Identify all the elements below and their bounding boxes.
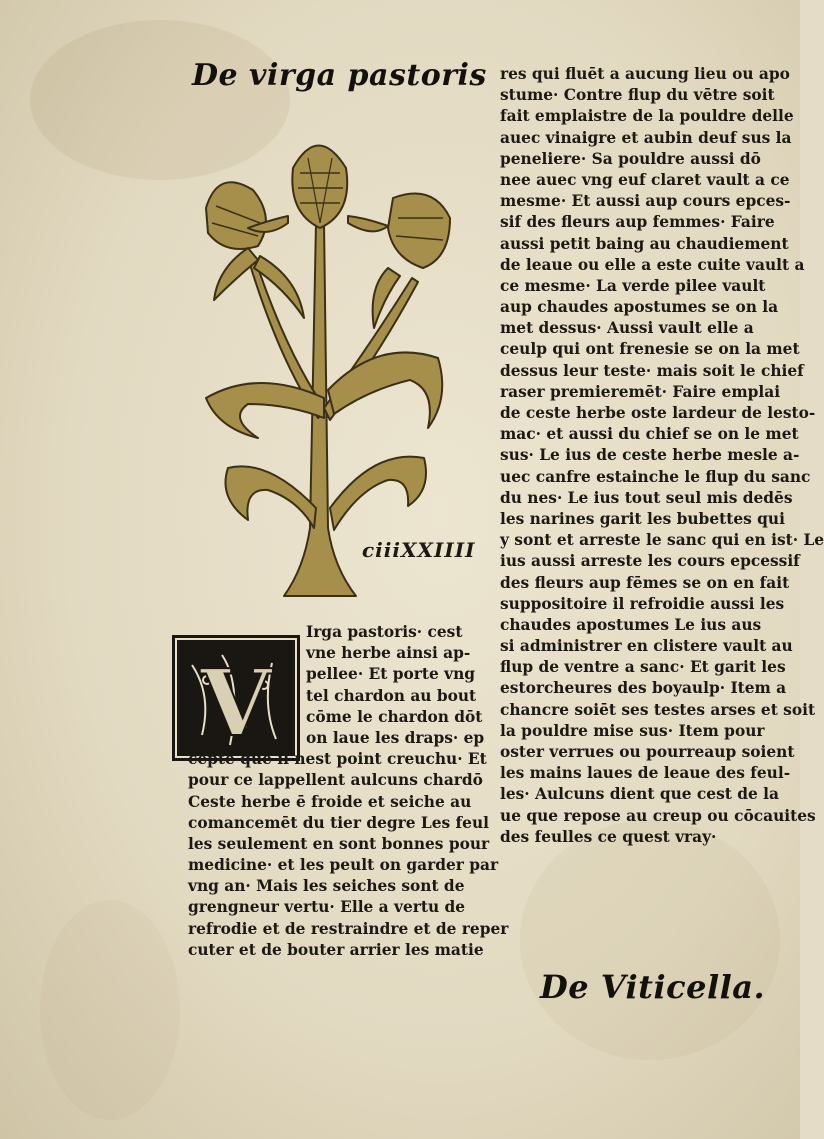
text-line: medicine· et les peult on garder par: [188, 856, 499, 875]
text-line: ius aussi arreste les cours epcessif: [500, 552, 800, 571]
text-line: si administrer en clistere vault au: [500, 637, 793, 656]
text-line: refrodie et de restraindre et de reper: [188, 919, 509, 938]
text-line: fait emplaistre de la pouldre delle: [500, 107, 794, 126]
text-line: pour ce lappellent aulcuns chardō: [188, 771, 483, 790]
text-line: on laue les draps· ep: [306, 728, 485, 747]
svg-text:V: V: [200, 649, 272, 757]
text-line: vng an· Mais les seiches sont de: [188, 877, 465, 896]
text-line: cuter et de bouter arrier les matie: [188, 940, 484, 959]
text-line: ce mesme· La verde pilee vault: [500, 276, 766, 295]
text-line: oster verrues ou pourreaup soient: [500, 743, 795, 761]
text-line: les· Aulcuns dient que cest de la: [500, 785, 779, 804]
text-line: met dessus· Aussi vault elle a: [500, 319, 754, 338]
plant-leaf: [206, 383, 324, 438]
text-line: flup de ventre a sanc· Et garit les: [500, 658, 786, 677]
text-line: comancemēt du tier degre Les feul: [188, 813, 489, 832]
right-text-column: [500, 64, 824, 848]
text-line: ceulp qui ont frenesie se on la met: [500, 340, 800, 359]
text-line: chaudes apostumes Le ius aus: [500, 615, 762, 634]
teasel-plant-illustration: [188, 128, 470, 598]
text-line: Ceste herbe ē froide et seiche au: [188, 792, 472, 811]
text-line: vne herbe ainsi ap-: [306, 644, 471, 663]
text-line: Irga pastoris· cest: [306, 623, 463, 641]
paper-stain: [520, 820, 780, 1060]
text-line: ue que repose au creup ou cōcauites: [500, 806, 816, 825]
text-line: des fleurs aup fēmes se on en fait: [500, 573, 790, 592]
plant-leaf: [328, 352, 442, 428]
text-line: aup chaudes apostumes se on la: [500, 298, 779, 317]
text-line: res qui fluēt a aucung lieu ou apo: [500, 65, 790, 83]
text-line: cōme le chardon dōt: [306, 707, 483, 726]
text-line: du nes· Le ius tout seul mis dedēs: [500, 488, 793, 507]
text-line: tel chardon au bout: [306, 686, 477, 705]
text-line: auec vinaigre et aubin deuf sus la: [500, 128, 792, 147]
text-line: des feulles ce quest vray·: [500, 827, 717, 846]
text-line: pellee· Et porte vng: [306, 665, 476, 684]
text-line: y sont et arreste le sanc qui en ist· Le: [500, 531, 824, 550]
left-text-column: [188, 622, 509, 961]
flower-head: [388, 194, 450, 269]
text-line: estorcheures des boyaulp· Item a: [500, 679, 787, 698]
text-line: chancre soiēt ses testes arses et soit: [500, 700, 816, 719]
text-line: stume· Contre flup du vētre soit: [500, 86, 775, 105]
section-heading: De virga pastoris: [192, 58, 487, 93]
text-line: suppositoire il refroidie aussi les: [500, 594, 785, 613]
text-line: mac· et aussi du chief se on le met: [500, 425, 799, 444]
text-line: sus· Le ius de ceste herbe mesle a-: [500, 446, 800, 465]
text-line: nee auec vng euf claret vault a ce: [500, 170, 790, 189]
text-line: dessus leur teste· mais soit le chief: [500, 361, 804, 380]
text-line: la pouldre mise sus· Item pour: [500, 721, 765, 740]
flower-head: [206, 182, 266, 249]
text-line: raser premieremēt· Faire emplai: [500, 382, 781, 401]
flower-head: [292, 146, 347, 229]
text-line: les mains laues de leaue des feul-: [500, 764, 791, 783]
paper-stain: [40, 900, 180, 1120]
next-section-heading: De Viticella.: [540, 968, 766, 1006]
plant-leaf: [330, 457, 426, 530]
text-line: les narines garit les bubettes qui: [500, 509, 785, 528]
text-line: de ceste herbe oste lardeur de lesto-: [500, 404, 816, 422]
text-line: grengneur vertu· Elle a vertu de: [188, 898, 466, 917]
folio-number: ciiiXXIIII: [362, 538, 476, 562]
text-line: mesme· Et aussi aup cours epces-: [500, 192, 791, 211]
plant-leaf: [226, 466, 317, 528]
text-line: sif des fleurs aup femmes· Faire: [500, 213, 775, 232]
text-line: les seulement en sont bonnes pour: [188, 834, 490, 853]
text-line: de leaue ou elle a este cuite vault a: [500, 255, 805, 274]
text-line: aussi petit baing au chaudiement: [500, 234, 789, 253]
text-line: uec canfre estainche le flup du sanc: [500, 467, 811, 486]
text-line: peneliere· Sa pouldre aussi dō: [500, 149, 761, 168]
text-line: cepte que il nest point creuchu· Et: [188, 750, 487, 769]
